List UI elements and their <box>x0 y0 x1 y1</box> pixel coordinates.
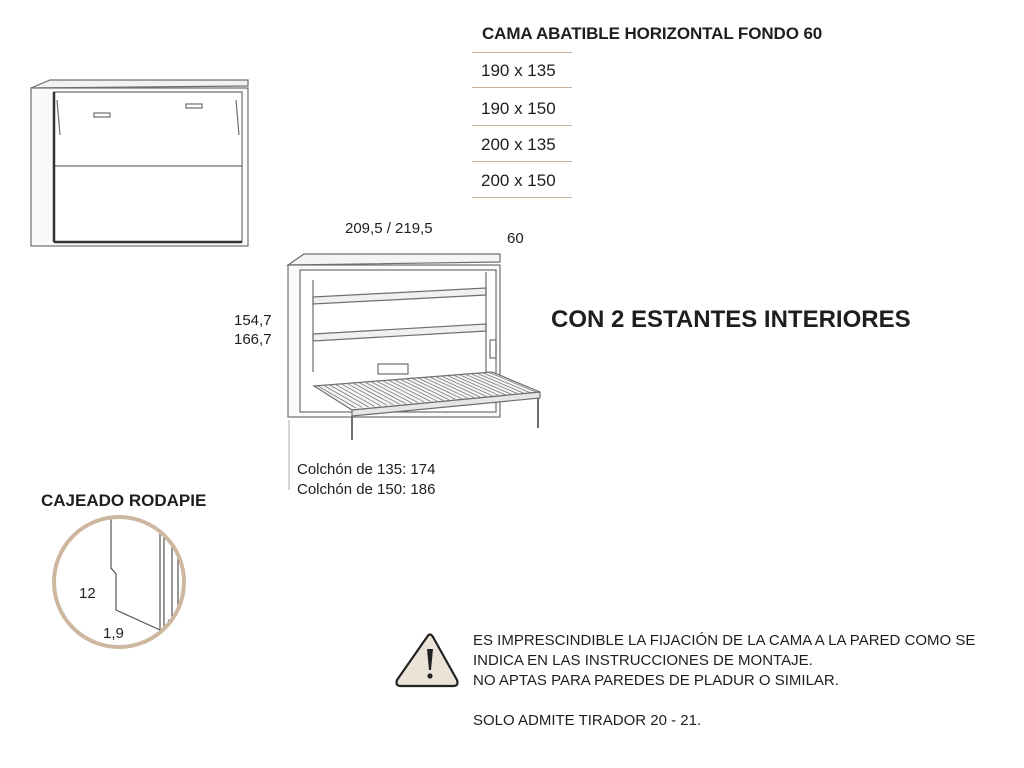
mattress-dimension-2: Colchón de 150: 186 <box>297 481 436 498</box>
size-row: 190 x 135 <box>472 53 572 88</box>
spec-table-title: CAMA ABATIBLE HORIZONTAL FONDO 60 <box>482 24 823 43</box>
feature-label: CON 2 ESTANTES INTERIORES <box>551 306 911 333</box>
size-row: 200 x 135 <box>472 127 572 162</box>
width-dimension: 209,5 / 219,5 <box>345 220 433 237</box>
warning-line <box>473 691 975 711</box>
depth-dimension: 60 <box>507 230 524 247</box>
warning-line: NO APTAS PARA PAREDES DE PLADUR O SIMILAR. <box>473 672 839 689</box>
warning-line: INDICA EN LAS INSTRUCCIONES DE MONTAJE. <box>473 652 813 669</box>
height-dimension-1: 154,7 <box>234 312 272 329</box>
mattress-dimension-1: Colchón de 135: 174 <box>297 461 436 478</box>
warning-line: SOLO ADMITE TIRADOR 20 - 21. <box>473 712 702 729</box>
skirting-depth-label: 1,9 <box>103 625 124 642</box>
height-dimension-2: 166,7 <box>234 331 272 348</box>
size-row: 200 x 150 <box>472 163 572 198</box>
size-row: 190 x 150 <box>472 91 572 126</box>
skirting-detail-title: CAJEADO RODAPIE <box>41 491 207 510</box>
warning-text <box>473 631 975 731</box>
warning-line: ES IMPRESCINDIBLE LA FIJACIÓN DE LA CAMA A LA PARED COMO SE <box>473 632 976 649</box>
skirting-height-label: 12 <box>79 585 96 602</box>
